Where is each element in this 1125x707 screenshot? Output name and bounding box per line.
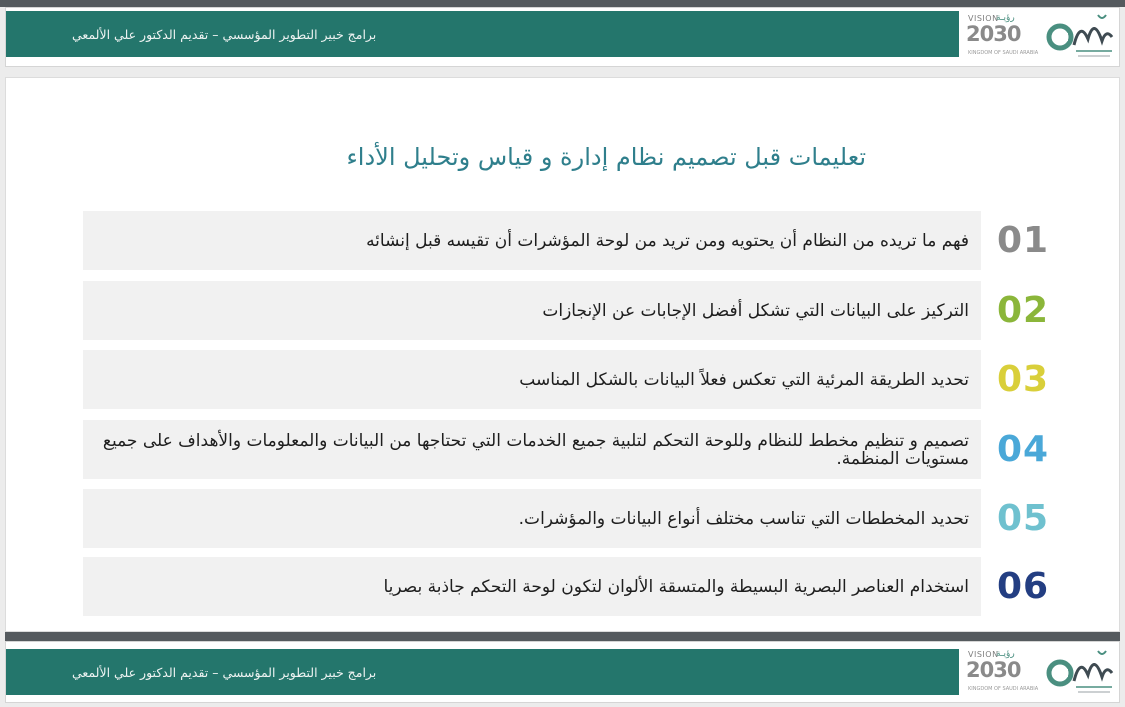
list-item	[83, 557, 1058, 616]
top-divider-strip	[0, 0, 1125, 7]
footer-bar	[6, 649, 959, 695]
item-text: تحديد الطريقة المرئية التي تعكس فعلاً البيانات بالشكل المناسب	[519, 369, 969, 390]
vision-year: 2030	[966, 658, 1021, 682]
list-item	[83, 489, 1058, 548]
bottom-divider-strip	[5, 632, 1120, 641]
footer-band	[5, 641, 1120, 703]
list-item	[83, 420, 1058, 479]
header-bar	[6, 11, 959, 57]
slide-title: تعليمات قبل تصميم نظام إدارة و قياس وتحليل الأداء	[346, 143, 866, 171]
item-background	[83, 350, 981, 409]
vision-2030-logo	[966, 12, 1039, 62]
vision-year: 2030	[966, 22, 1021, 46]
item-text: استخدام العناصر البصرية البسيطة والمتسقة الألوان لتكون لوحة التحكم جاذبة بصريا	[383, 576, 969, 597]
list-item	[83, 211, 1058, 270]
item-number: 04	[996, 429, 1050, 470]
vision-word: VISION	[968, 14, 999, 23]
slide-content	[5, 77, 1120, 632]
university-logo	[1044, 11, 1116, 63]
vision-kingdom-text: KINGDOM OF SAUDI ARABIA	[968, 50, 1039, 56]
vision-arabic-word: رؤيـة	[996, 13, 1015, 23]
item-number: 01	[996, 220, 1050, 261]
item-number: 02	[996, 290, 1050, 331]
item-background	[83, 489, 981, 548]
header-logos	[966, 10, 1116, 64]
university-logo	[1044, 647, 1116, 699]
footer-logos	[966, 646, 1116, 700]
item-background	[83, 557, 981, 616]
header-program-text: برامج خبير التطوير المؤسسي – تقديم الدكتور علي الألمعي	[72, 26, 377, 42]
item-background	[83, 211, 981, 270]
item-text: فهم ما تريده من النظام أن يحتويه ومن تريد من لوحة المؤشرات أن تقيسه قبل إنشائه	[366, 230, 969, 251]
vision-kingdom-text: KINGDOM OF SAUDI ARABIA	[968, 686, 1039, 692]
item-number: 03	[996, 359, 1050, 400]
item-text: التركيز على البيانات التي تشكل أفضل الإجابات عن الإنجازات	[542, 300, 969, 321]
item-background	[83, 420, 981, 479]
item-text: تصميم و تنظيم مخطط للنظام وللوحة التحكم لتلبية جميع الخدمات التي تحتاجها من البيانات والمعلومات والأهداف على جميع مستويات المنظمة.	[102, 430, 969, 469]
list-item	[83, 281, 1058, 340]
header-band	[5, 7, 1120, 67]
footer-program-text: برامج خبير التطوير المؤسسي – تقديم الدكتور علي الألمعي	[72, 664, 377, 680]
list-item	[83, 350, 1058, 409]
vision-2030-logo	[966, 648, 1039, 698]
vision-word: VISION	[968, 650, 999, 659]
item-number: 06	[996, 566, 1050, 607]
item-text: تحديد المخططات التي تناسب مختلف أنواع البيانات والمؤشرات.	[518, 508, 969, 529]
item-number: 05	[996, 498, 1050, 539]
vision-arabic-word: رؤيـة	[996, 649, 1015, 659]
item-background	[83, 281, 981, 340]
